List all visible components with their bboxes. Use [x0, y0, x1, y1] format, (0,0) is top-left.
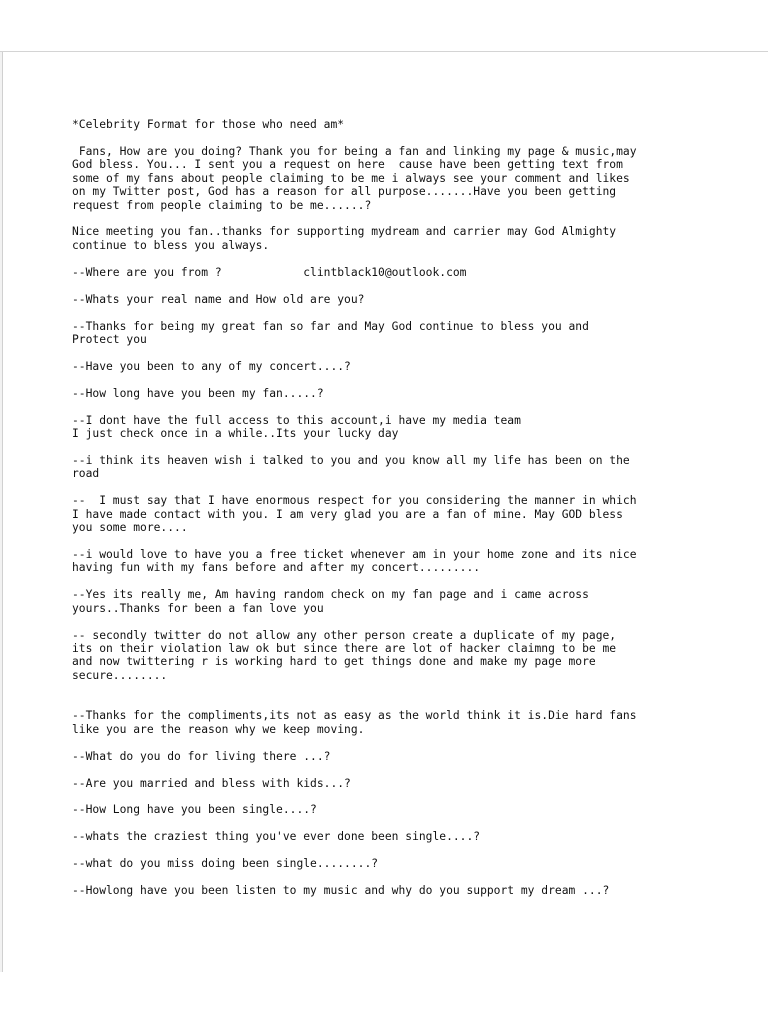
paragraph-respect: -- I must say that I have enormous respect for you considering the manner in which I have made contact with you. I am very glad you are a fan of mine. May GOD bless you some more....	[72, 494, 637, 535]
paragraph-intro: Fans, How are you doing? Thank you for being a fan and linking my page & music,may God bless. You... I sent you a request on here cause have been getting text from some of my fans about people claiming to be me i always see your comment and likes on my Twitter post, God has a reason for all purpose.......Have you been getting request from people claiming to be me......?	[72, 144, 637, 212]
viewer-top-bar	[0, 0, 768, 52]
paragraph-free-ticket: --i would love to have you a free ticket whenever am in your home zone and its nice having fun with my fans before and after my concert.........	[72, 548, 637, 575]
paragraph-twitter: -- secondly twitter do not allow any other person create a duplicate of my page, its on their violation law ok but since there are lot of hacker claimng to be me and now twittering r is working hard to get things done and make my page more secure........	[72, 628, 617, 682]
paragraph-thanks-great-fan: --Thanks for being my great fan so far and May God continue to bless you and Protect you	[72, 319, 589, 346]
paragraph-craziest: --whats the craziest thing you've ever done been single....?	[72, 830, 481, 844]
paragraph-single: --How Long have you been single....?	[72, 803, 317, 817]
paragraph-married: --Are you married and bless with kids...?	[72, 776, 351, 790]
paragraph-miss-doing: --what do you miss doing been single........?	[72, 857, 379, 871]
paragraph-how-long-fan: --How long have you been my fan.....?	[72, 386, 324, 400]
paragraph-full-access: --I dont have the full access to this account,i have my media team I just check once in a while..Its your lucky day	[72, 413, 521, 441]
paragraph-heaven-wish: --i think its heaven wish i talked to you and you know all my life has been on the road	[72, 454, 630, 481]
paragraph-compliments: --Thanks for the compliments,its not as easy as the world think it is.Die hard fans like you are the reason why we keep moving.	[72, 709, 637, 736]
paragraph-concert: --Have you been to any of my concert....?	[72, 359, 351, 373]
paragraph-yes-its-me: --Yes its really me, Am having random check on my fan page and i came across yours..Thanks for been a fan love you	[72, 588, 589, 615]
paragraph-where-from: --Where are you from ? clintblack10@outlook.com	[72, 265, 467, 279]
paragraph-real-name: --Whats your real name and How old are you?	[72, 292, 365, 306]
document-title: *Celebrity Format for those who need am*	[72, 118, 345, 131]
paragraph-nice-meeting: Nice meeting you fan..thanks for supporting mydream and carrier may God Almighty continue to bless you always.	[72, 225, 617, 252]
paragraph-living: --What do you do for living there ...?	[72, 749, 331, 763]
paragraph-listen-music: --Howlong have you been listen to my music and why do you support my dream ...?	[72, 884, 610, 898]
document-content	[72, 118, 722, 911]
viewer-bottom-area	[0, 972, 768, 1024]
